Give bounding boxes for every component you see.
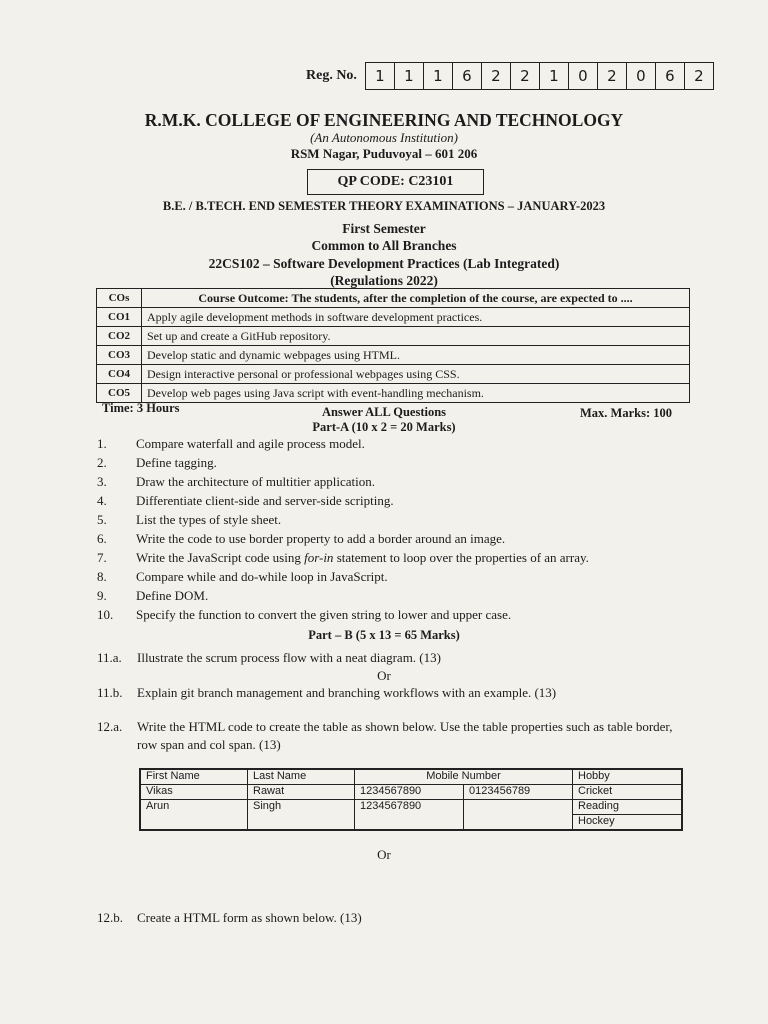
table-cell: Arun <box>140 800 248 831</box>
reg-number-boxes <box>365 62 714 90</box>
college-name: R.M.K. COLLEGE OF ENGINEERING AND TECHNOLOGY <box>144 110 624 130</box>
co-id: CO1 <box>97 308 142 327</box>
regulations: (Regulations 2022) <box>330 273 438 288</box>
co-text: Develop web pages using Java script with event-handling mechanism. <box>142 384 690 403</box>
question-item <box>97 474 375 490</box>
semester: First Semester <box>342 221 426 236</box>
reg-number <box>306 62 714 90</box>
reg-number-label: Reg. No. <box>306 68 357 83</box>
question-item <box>97 512 281 528</box>
question-number: 12.a. <box>97 719 123 734</box>
table-header-cell: Last Name <box>248 769 355 785</box>
branches: Common to All Branches <box>311 238 457 253</box>
question-text: Write the HTML code to create the table as shown below. Use the table properties such as table border, row span and col span. (13) <box>137 719 673 752</box>
reg-digit: 0 <box>627 63 656 89</box>
question-number: 5. <box>97 512 107 527</box>
table-row <box>140 800 682 815</box>
co-text: Apply agile development methods in software development practices. <box>142 308 690 327</box>
question-item <box>97 718 692 754</box>
co-header-row <box>97 289 690 308</box>
table-cell: Singh <box>248 800 355 831</box>
sample-html-table <box>139 768 683 831</box>
for-in-keyword: for-in <box>304 550 334 565</box>
reg-digit: 0 <box>569 63 598 89</box>
question-number: 11.b. <box>97 685 123 700</box>
part-b-heading: Part – B (5 x 13 = 65 Marks) <box>308 628 460 642</box>
question-item <box>97 531 505 547</box>
question-number: 1. <box>97 436 107 451</box>
question-text: List the types of style sheet. <box>136 512 282 527</box>
co-row <box>97 327 690 346</box>
question-text: Create a HTML form as shown below. (13) <box>137 910 362 925</box>
co-text: Set up and create a GitHub repository. <box>142 327 690 346</box>
table-cell: Hockey <box>573 815 683 831</box>
reg-digit: 2 <box>482 63 511 89</box>
reg-digit: 2 <box>598 63 627 89</box>
exam-title: B.E. / B.TECH. END SEMESTER THEORY EXAMINATIONS – JANUARY-2023 <box>162 199 606 213</box>
table-header-cell: Mobile Number <box>355 769 573 785</box>
table-header-cell: Hobby <box>573 769 683 785</box>
co-row <box>97 346 690 365</box>
table-cell: Cricket <box>573 785 683 800</box>
co-row <box>97 308 690 327</box>
table-header-cell: First Name <box>140 769 248 785</box>
co-id: CO2 <box>97 327 142 346</box>
question-item <box>97 607 511 623</box>
question-text: Define tagging. <box>136 455 217 470</box>
question-item <box>97 910 362 926</box>
table-cell: Reading <box>573 800 683 815</box>
question-number: 10. <box>97 607 114 622</box>
reg-digit: 1 <box>424 63 453 89</box>
co-id: CO4 <box>97 365 142 384</box>
question-text: Define DOM. <box>136 588 209 603</box>
co-row <box>97 384 690 403</box>
co-text: Design interactive personal or professional webpages using CSS. <box>142 365 690 384</box>
or-separator: Or <box>377 847 391 862</box>
table-cell: Vikas <box>140 785 248 800</box>
co-header-cell: COs <box>97 289 142 308</box>
co-text: Develop static and dynamic webpages using HTML. <box>142 346 690 365</box>
part-a-heading: Part-A (10 x 2 = 20 Marks) <box>312 420 456 434</box>
table-row <box>140 785 682 800</box>
question-number: 4. <box>97 493 107 508</box>
reg-digit: 6 <box>453 63 482 89</box>
question-number: 11.a. <box>97 650 122 665</box>
table-cell: 1234567890 <box>355 800 464 831</box>
table-cell: 1234567890 <box>355 785 464 800</box>
question-text: Specify the function to convert the given string to lower and upper case. <box>136 607 512 622</box>
reg-digit: 1 <box>395 63 424 89</box>
question-text: Write the JavaScript code using for-in statement to loop over the properties of an array. <box>136 550 589 565</box>
reg-digit: 2 <box>694 67 704 85</box>
reg-digit: 1 <box>366 63 395 89</box>
reg-digit: 6 <box>656 63 685 89</box>
question-text: Draw the architecture of multitier application. <box>136 474 375 489</box>
question-item <box>97 569 388 585</box>
max-marks: Max. Marks: 100 <box>580 406 672 420</box>
question-text: Differentiate client-side and server-side scripting. <box>136 493 394 508</box>
course-title: 22CS102 – Software Development Practices (Lab Integrated) <box>208 256 560 271</box>
answer-all-instruction: Answer ALL Questions <box>321 405 447 419</box>
co-row <box>97 365 690 384</box>
question-text: Write the code to use border property to add a border around an image. <box>136 531 506 546</box>
or-separator: Or <box>377 668 391 683</box>
question-text: Illustrate the scrum process flow with a neat diagram. (13) <box>137 650 441 665</box>
question-number: 6. <box>97 531 107 546</box>
reg-digit: 2 <box>511 63 540 89</box>
co-id: CO5 <box>97 384 142 403</box>
question-item <box>97 493 394 509</box>
college-address: RSM Nagar, Puduvoyal – 601 206 <box>290 146 478 161</box>
question-number: 9. <box>97 588 107 603</box>
qp-code-box: QP CODE: C23101 <box>307 169 484 195</box>
question-item <box>97 436 365 452</box>
question-item <box>97 650 441 666</box>
question-number: 7. <box>97 550 107 565</box>
question-text: Compare while and do-while loop in JavaScript. <box>136 569 388 584</box>
question-item <box>97 455 217 471</box>
reg-digit: 1 <box>540 63 569 89</box>
autonomous-note: (An Autonomous Institution) <box>310 130 458 145</box>
question-number: 3. <box>97 474 107 489</box>
exam-duration: Time: 3 Hours <box>102 401 180 415</box>
question-number: 8. <box>97 569 107 584</box>
question-item <box>97 588 208 604</box>
question-number: 2. <box>97 455 107 470</box>
question-text: Explain git branch management and branching workflows with an example. (13) <box>137 685 557 700</box>
question-text: Compare waterfall and agile process model. <box>136 436 365 451</box>
co-header-cell: Course Outcome: The students, after the completion of the course, are expected to .... <box>142 289 690 308</box>
question-item <box>97 685 556 701</box>
course-outcome-table <box>96 288 690 403</box>
table-cell: Rawat <box>248 785 355 800</box>
co-id: CO3 <box>97 346 142 365</box>
table-cell <box>464 800 573 831</box>
table-cell: 0123456789 <box>464 785 573 800</box>
table-header-row <box>140 769 682 785</box>
question-item <box>97 550 589 566</box>
question-number: 12.b. <box>97 910 123 925</box>
